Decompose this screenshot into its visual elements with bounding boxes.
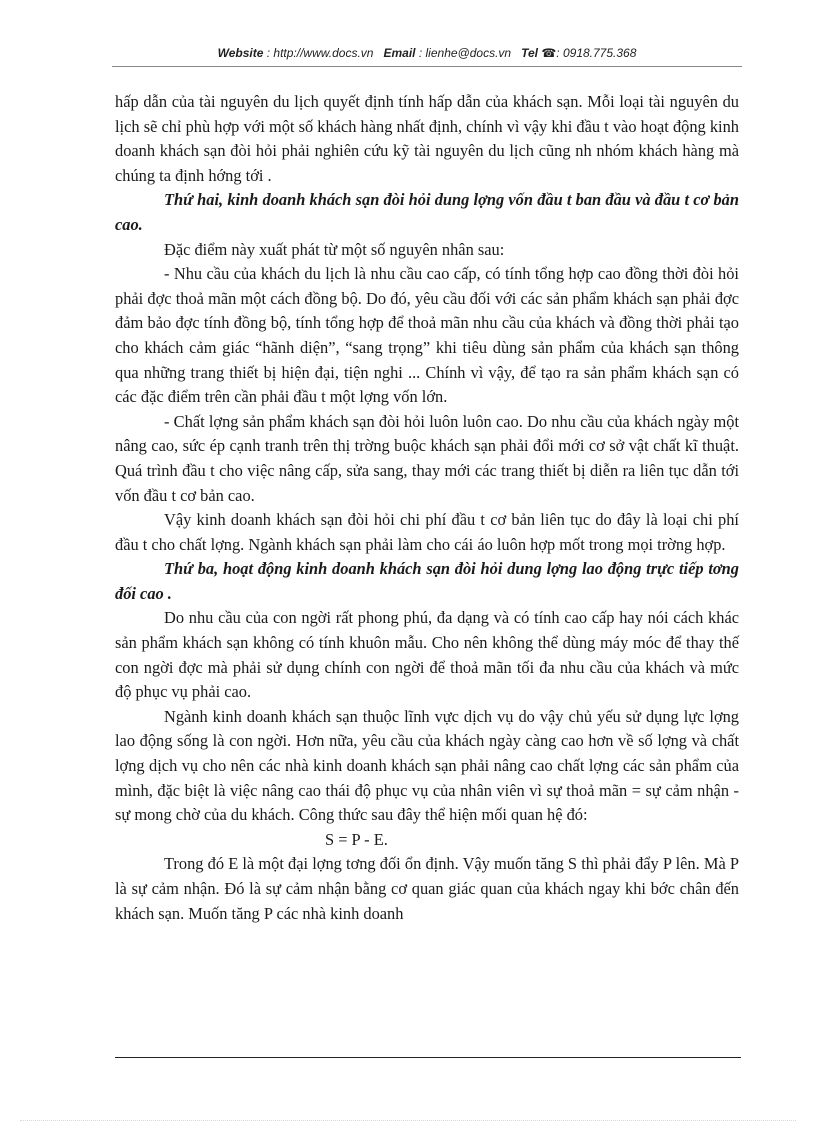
- paragraph-7: Ngành kinh doanh khách sạn thuộc lĩnh vực dịch vụ do vậy chủ yếu sử dụng lực lợng lao động sống là con ngời. Hơn nữa, yêu cầu của khách ngày càng cao hơn về số lợng và chất lợng dịch vụ cho nên các nhà kinh doanh khách sạn phải nâng cao chất lợng các sản phẩm của mình, đặc biệt là việc nâng cao thái độ phục vụ của nhân viên vì sự thoả mãn = sự cảm nhận - sự mong chờ của du khách. Công thức sau đây thể hiện mối quan hệ đó:: [115, 706, 739, 825]
- website-url[interactable]: : http://www.docs.vn: [266, 46, 374, 60]
- formula: S = P - E.: [325, 829, 388, 849]
- email-address[interactable]: : lienhe@docs.vn: [418, 46, 512, 60]
- email-label: Email: [383, 46, 416, 60]
- page-header: [112, 46, 742, 60]
- header-divider: [112, 66, 742, 67]
- paragraph-3: - Nhu cầu của khách du lịch là nhu cầu cao cấp, có tính tổng hợp cao đồng thời đòi hỏi phải đợc thoả mãn một cách đồng bộ. Do đó, yêu cầu đối với các sản phẩm khách sạn phải đợc đảm bảo đợc tính đồng bộ, tính tổng hợp để thoả mãn nhu cầu của khách và đồng thời phải tạo cho khách cảm giác “hãnh diện”, “sang trọng” khi tiêu dùng sản phẩm của khách sạn thông qua những trang thiết bị hiện đại, tiện nghi ... Chính vì vậy, để tạo ra sản phẩm khách sạn có các đặc điểm trên cần phải đầu t một lợng vốn lớn.: [115, 264, 739, 407]
- tel-number: : 0918.775.368: [556, 46, 637, 60]
- page-bottom-border: [20, 1120, 796, 1121]
- paragraph-5: Vậy kinh doanh khách sạn đòi hỏi chi phí đầu t cơ bản liên tục do đây là loại chi phí đầu t cho chất lợng. Ngành khách sạn phải làm cho cái áo luôn hợp mốt trong mọi trờng hợp.: [115, 510, 739, 554]
- paragraph-8: Trong đó E là một đại lợng tơng đối ổn định. Vậy muốn tăng S thì phải đẩy P lên. Mà P là sự cảm nhận. Đó là sự cảm nhận bằng cơ quan giác quan của khách ngay khi bớc chân đến khách sạn. Muốn tăng P các nhà kinh doanh: [115, 854, 739, 923]
- document-body: [115, 90, 739, 926]
- phone-icon: ☎: [541, 46, 557, 60]
- paragraph-1: hấp dẫn của tài nguyên du lịch quyết định tính hấp dẫn của khách sạn. Mỗi loại tài nguyên du lịch sẽ chỉ phù hợp với một số khách hàng nhất định, chính vì vậy khi đầu t vào hoạt động kinh doanh khách sạn đòi hỏi phải nghiên cứu kỹ tài nguyên du lịch cũng nh nhóm khách hàng mà chúng ta định hớng tới .: [115, 92, 739, 185]
- tel-label: Tel: [521, 46, 538, 60]
- section-heading-3: Thứ ba, hoạt động kinh doanh khách sạn đòi hỏi dung lợng lao động trực tiếp tơng đối cao .: [115, 559, 739, 603]
- paragraph-6: Do nhu cầu của con ngời rất phong phú, đa dạng và có tính cao cấp hay nói cách khác sản phẩm khách sạn không có tính khuôn mẫu. Cho nên không thể dùng máy móc để thay thế con ngời đợc mà phải sử dụng chính con ngời để thoả mãn tối đa nhu cầu của khách và mức độ phục vụ phải cao.: [115, 608, 739, 702]
- paragraph-4: - Chất lợng sản phẩm khách sạn đòi hỏi luôn luôn cao. Do nhu cầu của khách ngày một nâng cao, sức ép cạnh tranh trên thị trờng buộc khách sạn phải đổi mới cơ sở vật chất kĩ thuật. Quá trình đầu t cho việc nâng cấp, sửa sang, thay mới các trang thiết bị diễn ra liên tục dẫn tới vốn đầu t cơ bản cao.: [115, 411, 739, 505]
- section-heading-2: Thứ hai, kinh doanh khách sạn đòi hỏi dung lợng vốn đầu t ban đầu và đầu t cơ bản cao.: [115, 190, 739, 234]
- footer-divider: [115, 1057, 741, 1058]
- website-label: Website: [217, 46, 264, 60]
- paragraph-2: Đặc điểm này xuất phát từ một số nguyên nhân sau:: [164, 239, 505, 259]
